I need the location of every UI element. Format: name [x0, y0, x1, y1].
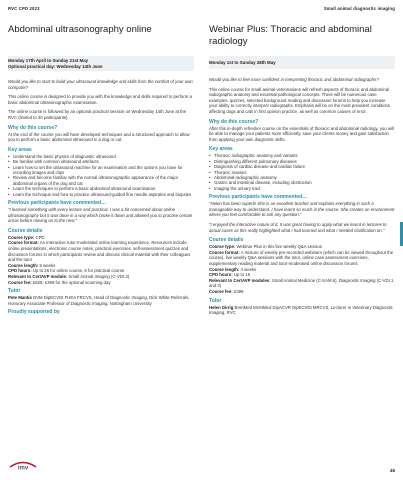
left-why-text: At the end of the course you will have developed techniques and a structured approach to allow you to perform a basic abdominal ultrasound in a dog or cat.	[8, 131, 190, 143]
right-para-1: This online course for small animal veterinarians will refresh aspects of thoracic and abdominal radiographic anatomy and essential pathological concepts. There will be numerous case examples, quizzes, selected background reading and discussion forums to help you increase your ability to correctly interpret radiographs. Emphasis will be on the most prevalent conditions affecting dogs and cats in first opinion practice, as well as common causes of error.	[209, 86, 391, 114]
list-item: • Be familiar with common ultrasound artefacts	[8, 159, 194, 164]
left-detail-1: Course type: CPD	[8, 234, 45, 240]
right-intro: Would you like to feel more confident in interpreting thoracic and abdominal radiographs?	[209, 77, 379, 82]
list-item: • Understand the basic physics of diagnostic ultrasound	[8, 154, 194, 159]
right-column	[209, 24, 395, 319]
left-detail-6: Course fee: £829; £399 for the optional scanning day	[8, 279, 111, 285]
right-detail-3: Course length: 4 weeks	[209, 266, 257, 272]
right-prev-heading: Previous participants have commented…	[209, 194, 308, 201]
page-number: 45	[389, 468, 395, 473]
left-detail-2: Course format: An interactive tutor-moderated online learning experience. Resources include online presentations, electronic course notes, practical exercises, self-assessment quizzes and discussion forums in which participants review and discuss clinical material with their colleagues and the tutor	[8, 240, 191, 263]
right-detail-1: Course type: Webinar Plus in this live weekly Q&A session	[209, 244, 323, 250]
left-column	[8, 24, 194, 316]
right-detail-6: Course fee: £399	[209, 288, 244, 294]
left-key-heading: Key areas	[8, 146, 32, 153]
sponsor-heading: Proudly supported by	[8, 309, 60, 316]
header-right: Small animal diagnostic imaging	[323, 6, 395, 11]
left-tutor-heading: Tutor	[8, 288, 21, 295]
header-left: RVC CPD 2023	[8, 6, 40, 11]
right-why-heading: Why do this course?	[209, 118, 259, 125]
list-item: • Distinguishing different pulmonary diseases	[209, 159, 395, 164]
left-para-1: This online course is designed to provide you with the knowledge and skills required to perform a basic abdominal ultrasonographic examination.	[8, 94, 192, 105]
list-item: • Learn how to set the ultrasound machine for an examination and the options you have for recording images and clips	[8, 165, 194, 176]
left-detail-3: Course length: 5 weeks	[8, 262, 56, 268]
list-item: • Learn the techniques to perform a basic abdominal ultrasound examination	[8, 186, 194, 191]
left-detail-5: Relevant to CertAVP module: Small Animal Imaging (C-VDI.3)	[8, 273, 130, 279]
right-details-heading: Course details	[209, 237, 244, 244]
right-tutor-heading: Tutor	[209, 297, 222, 304]
right-quote-1: "Helen has been superb! She is an excellent teacher and explains everything in such a manageable way to understand. I have learnt so much in the course. She creates an environment where you feel comfortable to ask any question."	[209, 201, 395, 218]
left-date-bar	[8, 56, 194, 71]
list-item: • Thoracic radiographic anatomy and variants	[209, 153, 395, 158]
right-why-text: After this in-depth refresher course on the essentials of thoracic and abdominal radiology, you will be able to manage your patients more efficiently, save your clients money and gain satisfaction from applying your own diagnostic skills.	[209, 125, 394, 142]
left-detail-4: CPD hours: Up to 26 for online course, 8 for practical course	[8, 268, 125, 274]
right-key-list	[209, 153, 395, 191]
list-item: • Diagnosis of cardiac disease and cardiac failure	[209, 164, 395, 169]
left-prev-heading: Previous participants have commented…	[8, 200, 107, 206]
right-detail-4: CPD hours: Up to 16	[209, 272, 251, 278]
imv-logo	[8, 458, 38, 470]
left-details-heading: Course details	[8, 227, 43, 234]
right-detail-2: Course format: A mixture of weekly pre-recorded webinars (which can be viewed throughout the course), live weekly Q&A sessions with the tutor, online case assessment exercises, supplementary reading material and tutor-moderated online discussion forums	[209, 249, 394, 266]
right-quote-2: "I enjoyed the interactive nature of it. It was great having to apply what we learnt in lectures to actual cases as this really highlighted what I had learned and what I needed clarification on."	[209, 221, 387, 233]
page-header	[8, 6, 395, 14]
right-detail-5: Relevant to CertAVP modules: Small Animal Medicine (C-SAM.6), Diagnostic Imaging (C-VDI.1 and 3)	[209, 277, 394, 289]
list-item: • Gastric and intestinal disease, including obstruction	[209, 180, 395, 185]
right-date-1: Monday 1st to Sunday 28th May	[209, 60, 276, 65]
left-para-2: The online course is followed by an optional practical session on Wednesday 14th June at the RVC (limited to 20 participants).	[8, 109, 187, 120]
right-title: Webinar Plus: Thoracic and abdominal radiology	[209, 24, 372, 47]
list-item: • Review and become familiar with the normal ultrasonographic appearance of the major abdominal organs of the dog and cat	[8, 175, 194, 186]
svg-text:imv: imv	[17, 465, 29, 470]
list-item: • Imaging the urinary tract	[209, 186, 395, 191]
left-quote: "I learned something with every lecture and practical. I was a bit concerned about online ultrasonography but it was done in a way which broke it down and allowed you to practise certain areas before moving on to the next."	[8, 207, 193, 224]
list-item: • Thoracic masses	[209, 170, 395, 175]
left-date-2: Optional practical day: Wednesday 14th June	[8, 64, 103, 69]
list-item: • Learn the technique and how to practice ultrasound-guided fine needle aspirates and biopsies	[8, 192, 194, 197]
left-key-list	[8, 154, 194, 197]
left-date-1: Monday 17th April to Sunday 21st May	[8, 58, 89, 63]
right-tutor: Helen Dirrig BVetMed MVetMed DipACVR DipECVDI MRCVS, Lecturer in Veterinary Diagnostic Imaging, RVC	[209, 304, 393, 316]
left-why-heading: Why do this course?	[8, 124, 58, 131]
list-item: • Abdominal radiographic anatomy	[209, 175, 395, 180]
right-key-heading: Key areas	[209, 146, 233, 153]
left-intro: Would you like to start to build your ultrasound knowledge and skills from the comfort of your own computer?	[8, 79, 193, 90]
left-tutor: Pete Mantis DVM DipECVDI FHEA FRCVS, Head of Diagnostic Imaging, Dick White Referrals, Honorary Associate Professor of Diagnostic Imaging, Nottingham University	[8, 295, 190, 306]
left-title: Abdominal ultrasonography online	[8, 24, 152, 35]
right-date-bar	[209, 56, 395, 69]
